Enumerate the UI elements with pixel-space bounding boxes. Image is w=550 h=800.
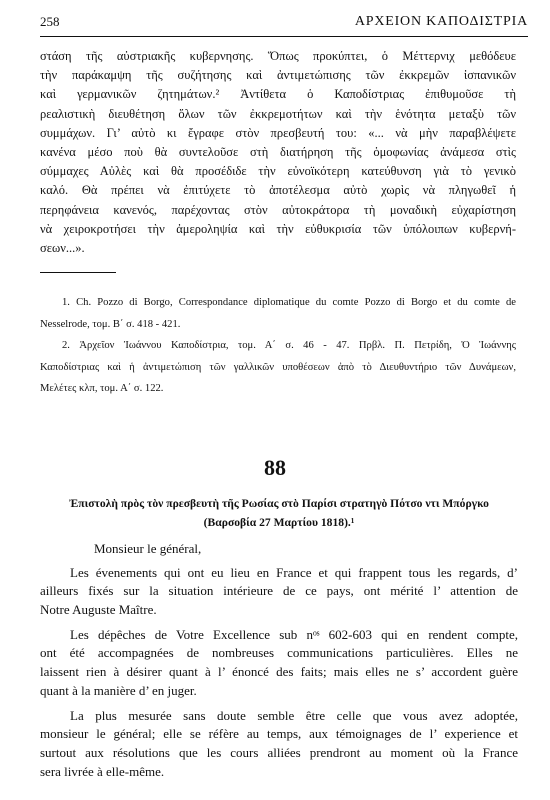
text-line: καὶ γερμανικῶν ζητημάτων.² Ἀντίθετα ὁ Καποδίστριας ἐπιθυμοῦσε τὴ — [40, 87, 516, 102]
letter-line: Notre Auguste Maître. — [40, 602, 157, 618]
letter-line: La plus mesurée sans doute semble être celle que vous avez adoptée, — [70, 707, 518, 723]
running-title: ΑΡΧΕΙΟΝ ΚΑΠΟΔΙΣΤΡΙΑ — [354, 14, 528, 29]
footnote-2-line: Καποδίστριας καὶ ἡ ἀντιμετώπιση τῶν γαλλικῶν υποθέσεων ἀπὸ τὸ Διευθυντήριο τῶν Δυνάμεων, — [40, 361, 516, 373]
greek-paragraph — [40, 47, 516, 258]
text-line: στάση τῆς αὐστριακῆς κυβερνησης. Ὅπως προκύπτει, ὁ Μέττερνιχ μεθόδευε — [40, 49, 516, 63]
text-line: σύμμαχες Αὐλὲς καὶ θὰ προσέδιδε τὴν εὐνοϊκότερη κατεύθυνση γιὰ τὸ γενικὸ — [40, 164, 516, 179]
letter-line: Les évenements qui ont eu lieu en France et qui frappent tous les regards, d’ — [70, 564, 518, 580]
letter-line: laissent rien à désirer quant à l’ énoncé des faits; mais elles ne s’ accordent guère — [40, 664, 518, 680]
header-rule — [40, 36, 528, 37]
document-title — [36, 494, 522, 532]
letter-line: sera livrée à elle-même. — [40, 763, 165, 779]
letter-line: Les dépêches de Votre Excellence sub nᵒˢ 602-603 qui en rendent compte, — [70, 626, 518, 642]
document-number: 88 — [264, 455, 286, 480]
letter-line: ont été accompagnées de nombreuses communications particulières. Elles ne — [40, 645, 518, 661]
salutation: Monsieur le général, — [94, 541, 202, 556]
running-header — [40, 14, 528, 34]
page-number: 258 — [40, 14, 60, 29]
text-line: ρεαλιστικὴ διευθέτηση ὅλων τῶν ἐκκρεμοτήτων καὶ τὴν ἑνότητα μεταξὺ τῶν — [40, 106, 516, 121]
letter-line: ailleurs fixés sur la situation intérieure de ce pays, ont mérité l’ attention de — [40, 583, 518, 599]
footnotes — [40, 292, 516, 400]
text-line: νὰ χειροκροτήσει τὴν ἀμεροληψία καὶ τὴν εὐθυκρισία τῶν ὑπόλοιπων κυβερνή- — [40, 221, 516, 236]
footnote-1-line: 1. Ch. Pozzo di Borgo, Correspondance diplomatique du comte Pozzo di Borgo et du comte de — [62, 297, 516, 308]
footnote-separator — [40, 272, 116, 273]
document-title-line: Ἐπιστολὴ πρὸς τὸν πρεσβευτὴ τῆς Ρωσίας στὸ Παρίσι στρατηγὸ Πότσο ντι Μπόργκο — [69, 497, 489, 510]
letter-line: monsieur le général; elle se réfère au temps, aux témoignages de l’ experience et — [40, 726, 518, 742]
text-line: συμμάχων. Γι’ αὐτὸ κι ἔγραφε στὸν πρεσβευτή του: «... νὰ μὴν παραβλέψετε — [40, 125, 516, 140]
letter-body — [40, 540, 518, 781]
letter-line: surtout aux résolutions que les cours alliées prendront au moment où la France — [40, 744, 518, 760]
footnote-2-line: Μελέτες κλπ, τομ. Α΄ σ. 122. — [40, 383, 164, 394]
footnote-1-line: Nesselrode, τομ. Β΄ σ. 418 - 421. — [40, 318, 181, 330]
text-line: καλό. Θὰ πρέπει νὰ ἐπιτύχετε τὸ ἀποτέλεσμα αὐτὸ χωρὶς νὰ πληγωθεῖ ἡ — [40, 183, 516, 198]
letter-line: quant à la manière d’ en juger. — [40, 682, 197, 698]
text-line: περηφάνεια κανενός, παρέχοντας στὸν αὐτοκράτορα τὴ μοναδικὴ εὐχαρίστηση — [40, 202, 516, 217]
footnote-2-line: 2. Ἀρχεῖον Ἰωάννου Καποδίστρια, τομ. Α΄ σ. 46 - 47. Πρβλ. Π. Πετρίδη, Ὁ Ἰωάννης — [62, 340, 516, 351]
text-line: σεων...». — [40, 240, 85, 255]
text-line: τὴν παράκαμψη τῆς συζήτησης καὶ ἀντιμετώπισης τῶν ἐκκρεμῶν ἰσπανικῶν — [40, 68, 516, 83]
document-title-line: (Βαρσοβία 27 Μαρτίου 1818).¹ — [203, 516, 355, 529]
text-line: κανένα μέσο ποὺ θὰ συντελοῦσε στὴ διατήρηση τῆς ὁμοφωνίας ἀνάμεσα στὶς — [40, 144, 516, 159]
